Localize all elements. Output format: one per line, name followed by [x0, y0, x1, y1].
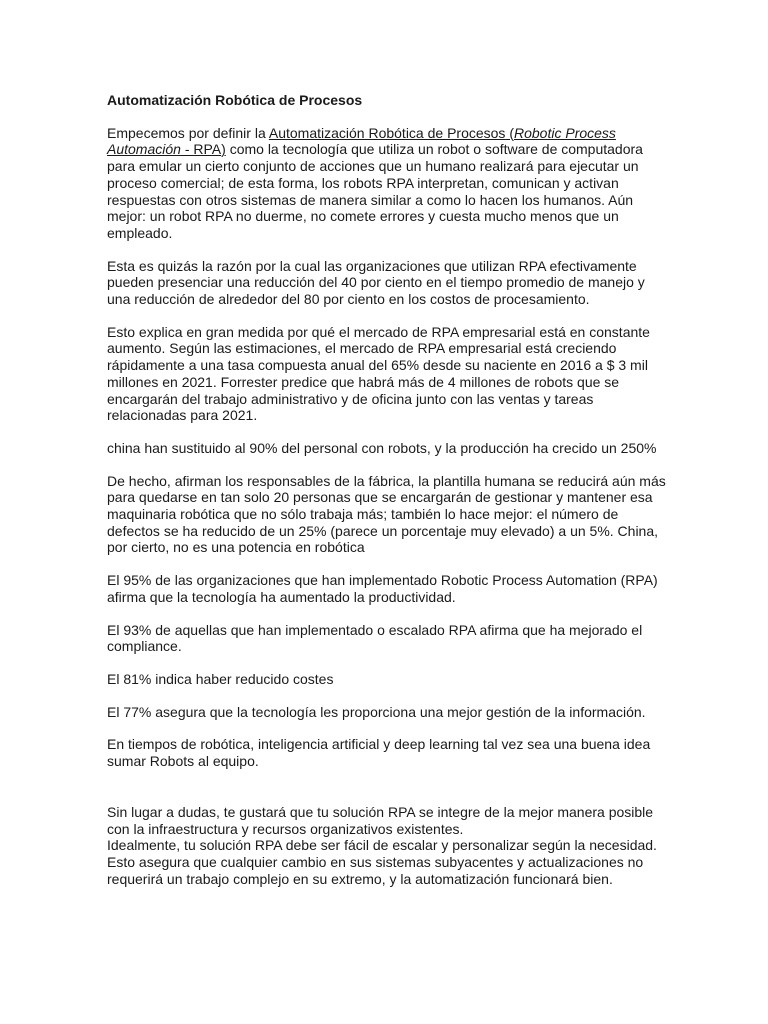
paragraph-factory: De hecho, afirman los responsables de la fábrica, la plantilla humana se reducirá aún más para quedarse en tan solo 20 personas que se encargarán de gestionar y mantener esa maquinaria robótica que no sólo trabaja más; también lo hace mejor: el número de defectos se ha reducido de un 25% (parece un porcentaje muy elevado) a un 5%. China, por cierto, no es una potencia en robótica — [107, 472, 666, 556]
paragraph-stat-93: El 93% de aquellas que han implementado o escalado RPA afirma que ha mejorado el compliance. — [107, 621, 643, 655]
rpa-link-italic: Robotic Process Automación — [107, 124, 616, 158]
paragraph-scaling: Idealmente, tu solución RPA debe ser fácil de escalar y personalizar según la necesidad. Esto asegura que cualquier cambio en sus sistemas subyacentes y actualizaciones no requerirá un trabajo complejo en su extremo, y la automatización funcionará bien. — [107, 837, 657, 887]
paragraph-reduction: Esta es quizás la razón por la cual las organizaciones que utilizan RPA efectivamente pueden presenciar una reducción del 40 por ciento en el tiempo promedio de manejo y una reducción de alrededor del 80 por ciento en los costos de procesamiento. — [107, 257, 645, 308]
document-title: Automatización Robótica de Procesos — [107, 92, 363, 108]
paragraph-robotics: En tiempos de robótica, inteligencia artificial y deep learning tal vez sea una buena idea sumar Robots al equipo. — [107, 736, 651, 770]
rpa-link-sep: - RPA — [180, 141, 222, 158]
intro-paragraph — [107, 125, 667, 242]
paragraph-integration: Sin lugar a dudas, te gustará que tu solución RPA se integre de la mejor manera posible con la infraestructura y recursos organizativos existentes. — [107, 803, 654, 837]
rpa-link-text: Automatización Robótica de Procesos — [268, 124, 506, 141]
rpa-link-paren-open: ( — [505, 124, 514, 141]
paragraph-stat-95: El 95% de las organizaciones que han implementado Robotic Process Automation (RPA) afirma que la tecnología ha aumentado la productividad. — [107, 572, 658, 605]
rpa-link-paren-close: ) — [221, 141, 226, 158]
paragraph-stat-77: El 77% asegura que la tecnología les proporciona una mejor gestión de la información. — [107, 703, 646, 720]
document-body — [107, 92, 667, 887]
paragraph-market: Esto explica en gran medida por qué el mercado de RPA empresarial está en constante aumento. Según las estimaciones, el mercado de RPA empresarial está creciendo rápidamente a una tasa compuesta anual del 65% desde su naciente en 2016 a $ 3 mil millones en 2021. Forrester predice que habrá más de 4 millones de robots que se encargarán del trabajo administrativo y de oficina junto con las ventas y tareas relacionadas para 2021. — [107, 323, 650, 424]
intro-rest: como la tecnología que utiliza un robot o software de computadora para emular un cierto conjunto de acciones que un humano realizará para ejecutar un proceso comercial; de esta forma, los robots RPA interpretan, comunican y activan respuestas con otros sistemas de manera similar a como lo hacen los humanos. Aún mejor: un robot RPA no duerme, no comete errores y cuesta mucho menos que un empleado. — [107, 141, 643, 241]
intro-lead: Empecemos por definir la — [107, 124, 269, 141]
paragraph-china: china han sustituido al 90% del personal con robots, y la producción ha crecido un 250% — [107, 439, 657, 456]
paragraph-stat-81: El 81% indica haber reducido costes — [107, 670, 334, 687]
